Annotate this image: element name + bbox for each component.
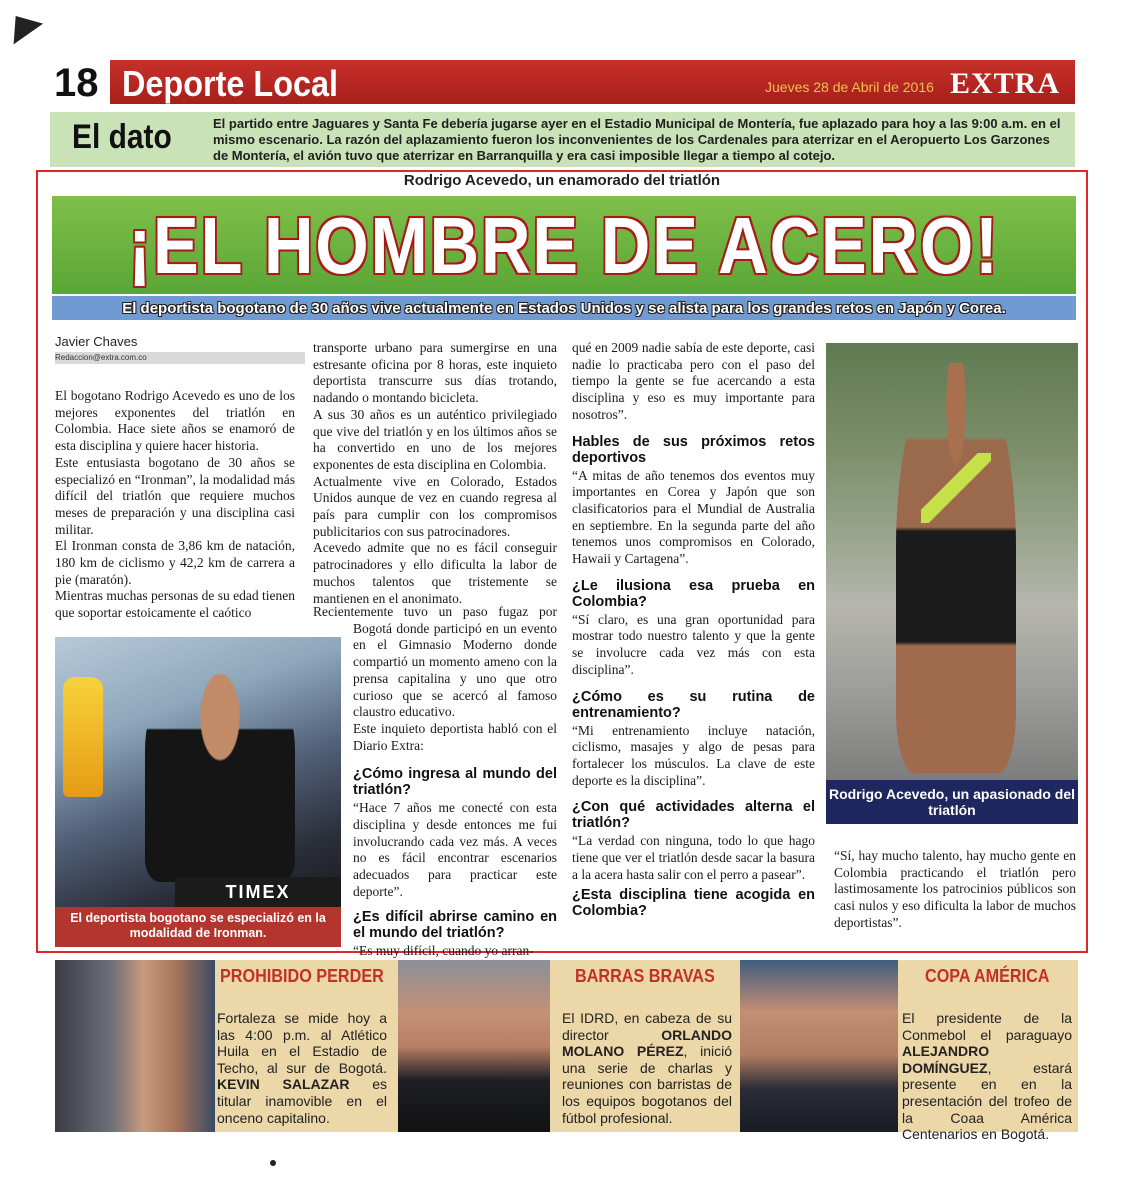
question-heading: ¿Le ilusiona esa prueba en Colombia?	[572, 577, 815, 610]
paragraph: Mientras muchas personas de su edad tienen que soportar estoicamente el caótico	[55, 588, 295, 621]
answer: “Mi entrenamiento incluye natación, ciclismo, masajes y algo de pesas para fortalecer los músculos. La clave de este deporte es la disciplina”.	[572, 722, 815, 788]
paragraph: transporte urbano para sumergirse en una estresante oficina por 8 horas, este inquieto deportista transcurre sus días trotando, nadando o montando bicicleta.	[313, 340, 557, 406]
runner-photo-caption: Rodrigo Acevedo, un apasionado del triatlón	[826, 780, 1078, 824]
runner-figure	[896, 363, 1016, 773]
article-headline: ¡EL HOMBRE DE ACERO!	[128, 201, 1000, 290]
question-heading: Hables de sus próximos retos deportivos	[572, 433, 815, 466]
scan-dot	[270, 1160, 276, 1166]
byline-author: Javier Chaves	[55, 334, 138, 349]
paragraph: Este entusiasta bogotano de 30 años se especializó en “Ironman”, la modalidad más difícil del triatlón que requiere muchos meses de preparación y una disciplina casi militar.	[55, 454, 295, 537]
dato-text: El partido entre Jaguares y Santa Fe debería jugarse ayer en el Estadio Municipal de Montería, fue aplazado para hoy a las 9:00 a.m. en el mismo escenario. La razón del aplazamiento fueron los inconvenientes de los Cardenales para aterrizar en el Aeropuerto Los Garzones de Montería, el avión tuvo que aterrizar en Barranquilla y era casi imposible llegar a tiempo al cotejo.	[213, 116, 1061, 163]
cyclist-photo-caption: El deportista bogotano se especializó en la modalidad de Ironman.	[55, 907, 341, 947]
runner-photo	[826, 343, 1078, 780]
question-heading: ¿Con qué actividades alterna el triatlón?	[572, 799, 815, 832]
paragraph: El bogotano Rodrigo Acevedo es uno de los mejores exponentes del triatlón en Colombia. Hace siete años se enamoró de esta disciplina y quiere hacer historia.	[55, 388, 295, 454]
brief-text-part: , inició una serie de charlas y reuniones con barristas de los equipos bogotanos del fútbol profesional.	[562, 1043, 732, 1126]
article-column-2	[313, 340, 557, 607]
corner-scan-mark	[1, 6, 43, 45]
article-kicker: Rodrigo Acevedo, un enamorado del triatlón	[403, 172, 721, 189]
cyclist-figure	[145, 662, 295, 882]
answer: “Es muy difícil, cuando yo arran-	[353, 942, 534, 958]
paragraph: Actualmente vive en Colorado, Estados Unidos aunque de vez en cuando regresa al país para cumplir con los compromisos publicitarios con sus patrocinadores.	[313, 473, 557, 539]
article-column-3	[572, 340, 815, 919]
article-column-4	[834, 848, 1076, 932]
answer: “Sí, hay mucho talento, hay mucho gente en Colombia practicando el triatlón pero lastimosamente los patrocinios públicos son casi nulos y eso dificulta la labor de muchos deportistas”.	[834, 848, 1076, 930]
issue-date: Jueves 28 de Abril de 2016	[765, 79, 934, 95]
answer: “Hace 7 años me conecté con esta disciplina y desde entonces me fui involucrando cada vez más. A veces no es fácil encontrar escenarios adecuados para practicar este deporte”.	[353, 800, 557, 899]
question-heading: ¿Esta disciplina tiene acogida en Colombia?	[572, 887, 815, 920]
brand-logo: EXTRA	[950, 67, 1061, 100]
brief-title: PROHIBIDO PERDER	[220, 966, 384, 986]
answer: “Sí claro, es una gran oportunidad para mostrar todo nuestro talento y que la gente se involucre cada vez más con esta disciplina”.	[572, 611, 815, 677]
brief-text-part: , estará presente en en la presentación del trofeo de la Coaa América Centenarios en Bogotá.	[902, 1059, 1072, 1143]
brief-text	[562, 1010, 732, 1126]
brief-photo-player	[55, 960, 215, 1132]
brief-highlight-name: ORLANDO MOLANO PÉREZ	[562, 1026, 732, 1060]
cyclist-photo	[55, 637, 341, 907]
article-deck: El deportista bogotano de 30 años vive actualmente en Estados Unidos y se alista para los grandes retos en Japón y Corea.	[122, 300, 1006, 317]
runner-suit-stripe	[921, 453, 991, 523]
section-title: Deporte Local	[122, 63, 339, 104]
paragraph: El Ironman consta de 3,86 km de natación, 180 km de ciclismo y 42,2 km de carrera a pie (maratón).	[55, 538, 295, 587]
paragraph: Este inquieto deportista habló con el Diario Extra:	[353, 720, 557, 753]
brief-title: COPA AMÉRICA	[925, 966, 1050, 986]
brief-text	[217, 1010, 387, 1126]
question-heading: ¿Cómo ingresa al mundo del triatlón?	[353, 766, 557, 799]
byline-email: Redaccion@extra.com.co	[55, 352, 305, 364]
page-number: 18	[50, 60, 110, 104]
brief-photo-president	[740, 960, 898, 1132]
brief-highlight-name: ALEJANDRO DOMÍNGUEZ	[902, 1043, 990, 1076]
paragraph: A sus 30 años es un auténtico privilegiado que vive del triatlón y en los últimos años se ha convertido en uno de los mejores exponentes de esta disciplina en Colombia.	[313, 406, 557, 472]
answer: qué en 2009 nadie sabía de este deporte, casi nadie lo practicaba pero con el paso del tiempo la gente se fue acercando a esta disciplina y eso es muy importante para nosotros”.	[572, 340, 815, 422]
brief-title: BARRAS BRAVAS	[575, 966, 715, 986]
brief-text-part: El IDRD, en cabeza de su director	[562, 1010, 732, 1043]
brief-photo-director	[398, 960, 550, 1132]
question-heading: ¿Es difícil abrirse camino en el mundo del triatlón?	[353, 908, 557, 941]
article-column-2-mid	[313, 604, 557, 959]
question-heading: ¿Cómo es su rutina de entrenamiento?	[572, 688, 815, 721]
brief-text-part: El presidente de la Conmebol el paraguayo	[902, 1010, 1072, 1043]
brief-text-part: es titular inamovible en el onceno capitalino.	[217, 1076, 387, 1126]
paragraph: Recientemente tuvo un paso fugaz por Bogotá donde participó en un evento en el Gimnasio Moderno donde compartió un momento ameno con la prensa capitalina y uno que otro curioso que se acercó al famoso claustro educativo.	[313, 604, 557, 720]
article-column-1	[55, 388, 295, 622]
paragraph: Acevedo admite que no es fácil conseguir patrocinadores y ello dificulta la labor de muchos talentos que tristemente se mantienen en el anonimato.	[313, 540, 557, 606]
brief-text	[902, 1010, 1072, 1143]
answer: “A mitas de año tenemos dos eventos muy importantes en Corea y Japón que son clasificatorios para el Mundial de Australia en septiembre. En la segunda parte del año tenemos unos compromisos en Colorado, Hawaii y Cartagena”.	[572, 467, 815, 567]
brief-text-part: Fortaleza se mide hoy a las 4:00 p.m. al Atlético Huila en el Estadio de Techo, al sur de Bogotá.	[217, 1010, 387, 1076]
answer: “La verdad con ninguna, todo lo que hago tiene que ver el triatlón desde sacar la basura a la acera hasta salir con el perro a pasear”.	[572, 833, 815, 882]
brief-highlight-name: KEVIN SALAZAR	[217, 1076, 350, 1093]
dato-label: El dato	[72, 118, 172, 156]
bottle-shape	[63, 677, 103, 797]
timex-banner: TIMEX	[175, 877, 341, 907]
